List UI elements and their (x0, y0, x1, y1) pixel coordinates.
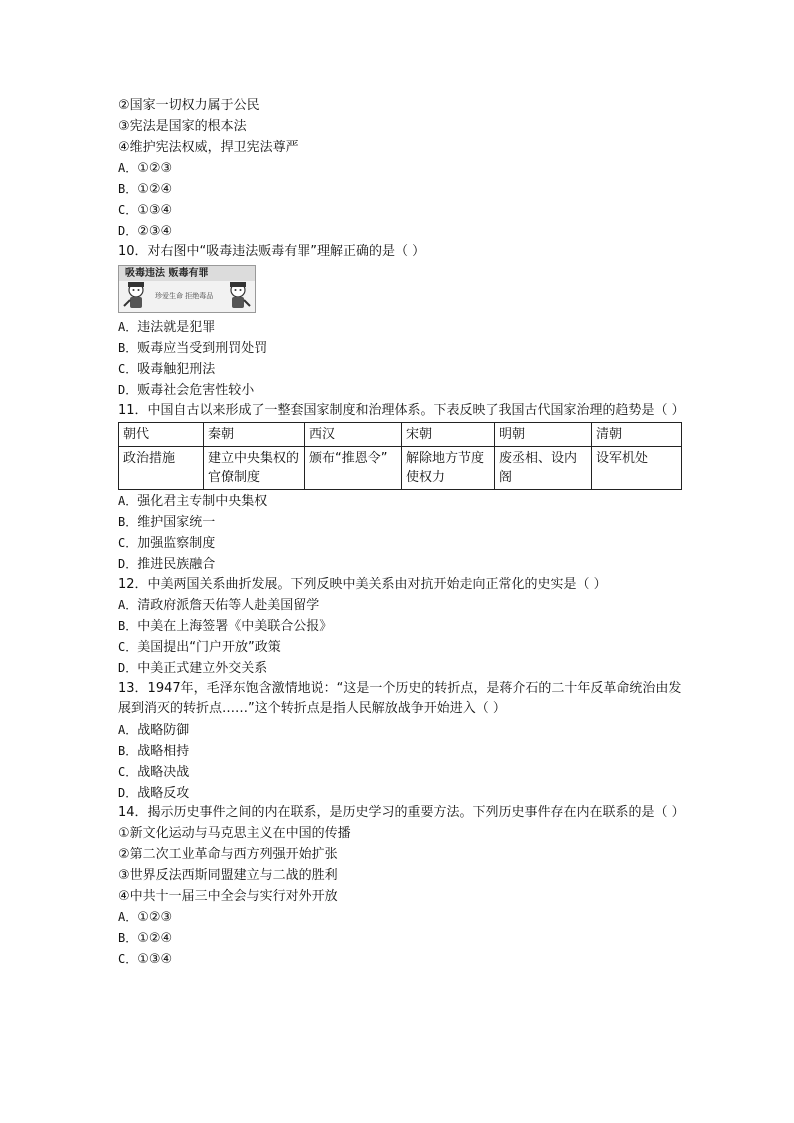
table-header-row (119, 423, 682, 447)
police-figure-right-icon (223, 280, 253, 312)
option-key: B． (118, 341, 138, 356)
option-text: ①③④ (137, 202, 173, 218)
option-text: 贩毒应当受到刑罚处罚 (137, 341, 268, 357)
option-text: 中美正式建立外交关系 (137, 660, 268, 676)
option-key: D． (118, 382, 138, 397)
option-key: C． (118, 639, 138, 654)
q13-option-d[interactable] (118, 783, 682, 804)
q10-option-b[interactable] (118, 338, 682, 359)
option-key: B． (118, 931, 138, 946)
q14-option-c[interactable] (118, 949, 682, 970)
q12-option-c[interactable] (118, 637, 682, 658)
option-text: ①②③ (137, 161, 173, 177)
q12-option-d[interactable] (118, 658, 682, 679)
q13-option-c[interactable] (118, 762, 682, 783)
option-text: 贩毒社会危害性较小 (137, 382, 255, 398)
option-key: A． (118, 161, 138, 176)
option-text: 推进民族融合 (137, 556, 216, 572)
q9-option-d[interactable] (118, 221, 682, 242)
q14-option-a[interactable] (118, 907, 682, 928)
option-key: D． (118, 223, 138, 238)
option-key: B． (118, 619, 138, 634)
option-key: C． (118, 361, 138, 376)
table-cell: 明朝 (495, 423, 592, 447)
option-key: C． (118, 535, 138, 550)
q14-item-3: ③世界反法西斯同盟建立与二战的胜利 (118, 867, 338, 883)
option-text: ②③④ (137, 223, 173, 239)
q11-option-c[interactable] (118, 533, 682, 554)
q10-option-c[interactable] (118, 359, 682, 380)
table-cell: 清朝 (592, 423, 682, 447)
option-key: D． (118, 556, 138, 571)
table-row (119, 447, 682, 490)
anti-drug-poster (118, 265, 256, 313)
q11-option-b[interactable] (118, 512, 682, 533)
option-key: C． (118, 202, 138, 217)
q10-stem: 10．对右图中“吸毒违法贩毒有罪”理解正确的是（ ） (118, 243, 426, 259)
q9-item-3: ③宪法是国家的根本法 (118, 118, 247, 134)
option-text: 强化君主专制中央集权 (137, 494, 268, 510)
q11-option-a[interactable] (118, 491, 682, 512)
q12-option-a[interactable] (118, 595, 682, 616)
option-key: A． (118, 320, 138, 335)
q14-item-4: ④中共十一届三中全会与实行对外开放 (118, 888, 338, 904)
table-cell: 建立中央集权的官僚制度 (204, 447, 305, 490)
table-cell: 废丞相、设内阁 (495, 447, 592, 490)
q13-option-b[interactable] (118, 741, 682, 762)
option-key: D． (118, 660, 138, 675)
option-text: 战略防御 (137, 723, 190, 739)
option-key: D． (118, 785, 138, 800)
option-text: 战略决战 (137, 764, 190, 780)
q10-option-d[interactable] (118, 380, 682, 401)
q13-stem: 13．1947年，毛泽东饱含激情地说：“这是一个历史的转折点，是蒋介石的二十年反革命统治由发展到消灭的转折点……”这个转折点是指人民解放战争开始进入（ ） (118, 680, 682, 717)
q14-item-2: ②第二次工业革命与西方列强开始扩张 (118, 846, 338, 862)
option-key: A． (118, 723, 138, 738)
option-text: 违法就是犯罪 (137, 320, 216, 336)
police-figure-left-icon (121, 280, 151, 312)
option-text: 维护国家统一 (137, 515, 216, 531)
option-text: ①②④ (137, 931, 173, 947)
q11-option-d[interactable] (118, 554, 682, 575)
q12-option-b[interactable] (118, 616, 682, 637)
option-text: ①②③ (137, 910, 173, 926)
table-cell: 解除地方节度使权力 (402, 447, 495, 490)
q9-item-2: ②国家一切权力属于公民 (118, 98, 260, 113)
option-text: 清政府派詹天佑等人赴美国留学 (137, 598, 320, 614)
dynasty-governance-table (118, 422, 682, 490)
table-cell: 秦朝 (204, 423, 305, 447)
exam-page (118, 96, 685, 970)
option-key: A． (118, 910, 138, 925)
option-key: B． (118, 743, 138, 758)
q13-option-a[interactable] (118, 720, 682, 741)
option-text: ①③④ (137, 951, 173, 967)
q9-item-4: ④维护宪法权威，捍卫宪法尊严 (118, 139, 299, 155)
option-key: B． (118, 515, 138, 530)
q14-stem: 14．揭示历史事件之间的内在联系，是历史学习的重要方法。下列历史事件存在内在联系的是（ ） (118, 805, 685, 821)
q14-item-1: ①新文化运动与马克思主义在中国的传播 (118, 826, 351, 842)
option-key: C． (118, 764, 138, 779)
option-text: 中美在上海签署《中美联合公报》 (137, 619, 333, 635)
table-cell: 朝代 (119, 423, 204, 447)
option-key: A． (118, 494, 138, 509)
table-cell: 设军机处 (592, 447, 682, 490)
q9-option-b[interactable] (118, 179, 682, 200)
table-cell: 政治措施 (119, 447, 204, 490)
option-text: 吸毒触犯刑法 (137, 361, 216, 377)
q11-stem: 11．中国自古以来形成了一整套国家制度和治理体系。下表反映了我国古代国家治理的趋势是（ ） (118, 402, 685, 418)
option-text: 加强监察制度 (137, 535, 216, 551)
option-text: 战略相持 (137, 743, 190, 759)
q9-option-c[interactable] (118, 200, 682, 221)
table-cell: 西汉 (305, 423, 402, 447)
q12-stem: 12．中美两国关系曲折发展。下列反映中美关系由对抗开始走向正常化的史实是（ ） (118, 576, 607, 592)
option-text: ①②④ (137, 182, 173, 198)
q9-option-a[interactable] (118, 158, 682, 179)
poster-title: 吸毒违法 贩毒有罪 (119, 266, 255, 281)
option-text: 美国提出“门户开放”政策 (137, 639, 281, 655)
poster-slogan: 珍爱生命 拒绝毒品 (155, 292, 214, 301)
table-cell: 颁布“推恩令” (305, 447, 402, 490)
option-text: 战略反攻 (137, 785, 190, 801)
q10-option-a[interactable] (118, 317, 682, 338)
option-key: B． (118, 182, 138, 197)
table-cell: 宋朝 (402, 423, 495, 447)
option-key: A． (118, 598, 138, 613)
q14-option-b[interactable] (118, 928, 682, 949)
option-key: C． (118, 951, 138, 966)
